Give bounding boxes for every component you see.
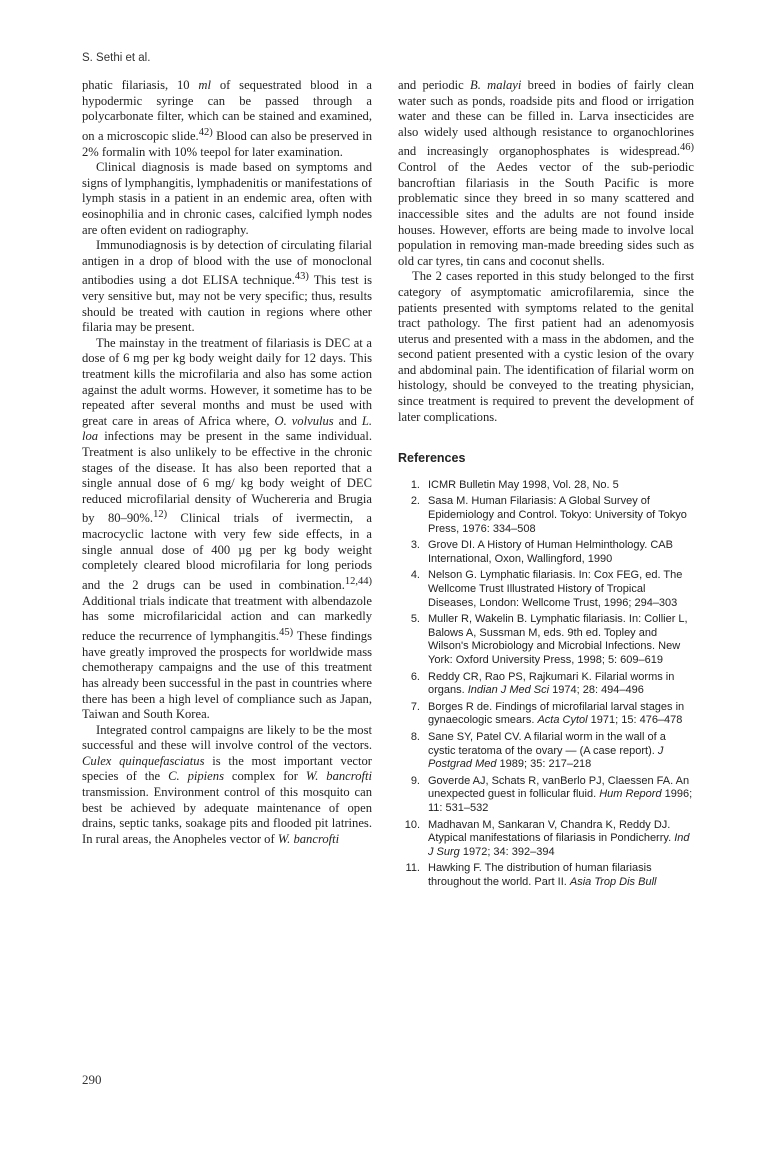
reference-number: 9. xyxy=(410,774,420,787)
left_column-paragraph: phatic filariasis, 10 ml of sequestrated blood in a hypodermic syringe can be passed through a polycarbonate filter, which can be stained and examined, on a microscopic slide.$^{42)}$ Blood can also be preserved in 2% formalin with 10% teepol for later examination. xyxy=(82,78,372,159)
left_column-paragraph: Clinical diagnosis is made based on symptoms and signs of lymphangitis, lymphadenitis or manifestations of lymph stasis in a patient in an endemic area, often with eosinophilia and in chronic cases, calcified lymph nodes are often evident on radiography. xyxy=(82,160,372,237)
reference-item xyxy=(398,539,694,566)
left_column-paragraph: Immunodiagnosis is by detection of circulating filarial antigen in a drop of blood with the use of monoclonal antibodies using a dot ELISA technique.$^{43)}$ This test is very sensitive but, may not be very specific; thus, results should be treated with caution in regions where other filaria may be present. xyxy=(82,238,372,335)
reference-item xyxy=(398,775,694,816)
references-heading: References xyxy=(398,451,466,466)
reference-text: Reddy CR, Rao PS, Rajkumari K. Filarial worms in organs. Indian J Med Sci 1974; 28: 494–496 xyxy=(428,670,675,697)
reference-number: 4. xyxy=(410,569,420,582)
reference-item xyxy=(398,569,694,610)
right_column-paragraph: and periodic B. malayi breed in bodies of fairly clean water such as ponds, roadside pits and flood or irrigation water and these can be filled in. Larva insecticides are also widely used although resistance to organochlorines and increasingly organophosphates is widespread.$^{46)}$ Control of the Aedes vector of the sub-periodic bancroftian filariasis in the South Pacific is more problematic since they breed in so many scattered and inaccessible sites and the adults are not found inside houses. However, efforts are being made to involve local population in removing man-made breeding sides such as old car tyres, tin cans and coconut shells. xyxy=(398,78,694,268)
reference-item xyxy=(398,495,694,536)
reference-item xyxy=(398,731,694,772)
reference-number: 11. xyxy=(405,862,420,875)
reference-item xyxy=(398,862,694,889)
reference-number: 6. xyxy=(410,670,420,683)
reference-item xyxy=(398,819,694,860)
references-list xyxy=(398,479,694,890)
reference-number: 1. xyxy=(410,478,420,491)
left_column-paragraph: The mainstay in the treatment of filariasis is DEC at a dose of 6 mg per kg body weight daily for 12 days. This treatment kills the microfilaria and also has some action against the adult worms. However, it sometime has to be repeated after several months and must be used with great care in areas of Africa where, O. volvulus and L. loa infections may be present in the same individual. Treatment is also unlikely to be effective in the chronic stages of the disease. It has also been reported that a single annual dose of 6 mg/ kg body weight of DEC reduced microfilarial density of Wuchereria and Brugia by 80–90%.$^{12)}$ Clinical trials of ivermectin, a macrocyclic lactone with very few side effects, in a single annual dose of 400 µg per kg body weight completely cleared blood microfilaria for long periods and the 2 drugs can be used in combination.$^{12,44)}$ Additional trials indicate that treatment with albendazole has some microfilaricidal action and can markedly reduce the recurrence of lymphangitis.$^{45)}$ These findings have greatly improved the prospects for worldwide mass chemotherapy campaigns and the use of this treatment has already been successful in the past in countries where there has been a high level of compliance such as Japan, Taiwan and South Korea. xyxy=(82,335,372,722)
reference-item xyxy=(398,671,694,698)
reference-item xyxy=(398,479,694,493)
reference-text: ICMR Bulletin May 1998, Vol. 28, No. 5 xyxy=(428,478,619,491)
reference-text: Muller R, Wakelin B. Lymphatic filariasis. In: Collier L, Balows A, Sussman M, eds. 9th ed. Topley and Wilson's Microbiology and Microbial Infections. New York: Oxford University Press, 1998; 5: 609–619 xyxy=(428,613,688,666)
reference-text: Madhavan M, Sankaran V, Chandra K, Reddy DJ. Atypical manifestations of filariasis in Pondicherry. Ind J Surg 1972; 34: 392–394 xyxy=(428,818,690,858)
reference-item xyxy=(398,701,694,728)
reference-number: 2. xyxy=(410,495,420,508)
left_column-paragraph: Integrated control campaigns are likely to be the most successful and these will involve control of the vectors. Culex quinquefasciatus is the most important vector species of the C. pipiens complex for W. bancrofti transmission. Environment control of this mosquito can best be achieved by adequate maintenance of open drains, septic tanks, soakage pits and flooded pit latrines. In rural areas, the Anopheles vector of W. bancrofti xyxy=(82,722,372,846)
right-column xyxy=(398,78,694,892)
reference-text: Hawking F. The distribution of human filariasis throughout the world. Part II. Asia Trop Dis Bull xyxy=(428,862,657,888)
reference-number: 8. xyxy=(410,730,420,743)
page-number: 290 xyxy=(82,1072,102,1087)
reference-text: Sane SY, Patel CV. A filarial worm in the wall of a cystic teratoma of the ovary — (A case report). J Postgrad Med 1989; 35: 217–218 xyxy=(428,730,666,771)
reference-number: 7. xyxy=(410,700,420,713)
right_column-paragraph: The 2 cases reported in this study belonged to the first category of asymptomatic amicrofilaremia, since the patients presented with symptoms related to the genital tract pathology. The first patient had an adenomyosis uterus and presented with a mass in the abdomen, and the second patient presented with a cystic lesion of the ovary and abdominal pain. The identification of filarial worm on histology, should be conveyed to the treating physician, since treatment is required to prevent the development of later complications. xyxy=(398,269,694,424)
running-head: S. Sethi et al. xyxy=(82,52,151,64)
reference-number: 5. xyxy=(410,613,420,626)
right-column-body xyxy=(398,78,694,425)
reference-text: Goverde AJ, Schats R, vanBerlo PJ, Claessen FA. An unexpected guest in follicular fluid. Hum Repord 1996; 11: 531–532 xyxy=(428,774,693,814)
reference-text: Grove DI. A History of Human Helminthology. CAB International, Oxon, Wallingford, 1990 xyxy=(428,539,673,565)
reference-text: Nelson G. Lymphatic filariasis. In: Cox FEG, ed. The Wellcome Trust Illustrated History of Tropical Diseases, London: Wellcome Trust, 1996; 294–303 xyxy=(428,569,683,609)
reference-number: 3. xyxy=(410,539,420,552)
reference-item xyxy=(398,613,694,667)
reference-text: Sasa M. Human Filariasis: A Global Survey of Epidemiology and Control. Tokyo: University of Tokyo Press, 1976: 334–508 xyxy=(428,495,687,535)
left-column xyxy=(82,78,372,847)
reference-text: Borges R de. Findings of microfilarial larval stages in gynaecologic smears. Acta Cytol 1971; 15: 476–478 xyxy=(428,700,685,727)
reference-number: 10. xyxy=(404,818,420,831)
